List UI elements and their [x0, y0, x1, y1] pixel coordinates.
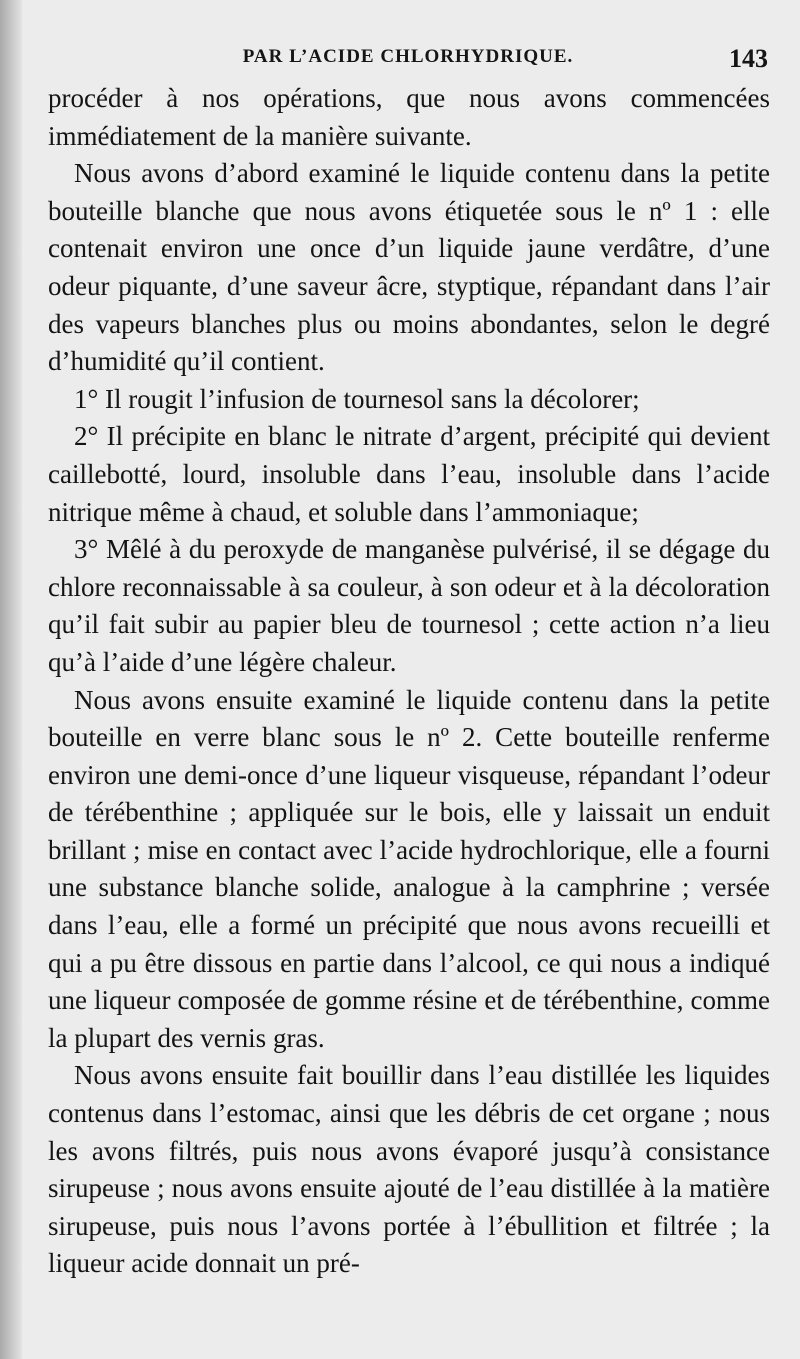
page-number: 143 [729, 44, 768, 73]
binding-shadow [0, 0, 22, 1359]
paragraph-item-2: 2° Il précipite en blanc le nitrate d’argent, précipité qui devient caillebotté, lourd, insoluble dans l’eau, insoluble dans l’acide nitrique même à chaud, et soluble dans l’ammoniaque; [48, 421, 770, 527]
paragraph-item-1: 1° Il rougit l’infusion de tournesol sans la décolorer; [74, 383, 640, 414]
paragraph-continuation: procéder à nos opérations, que nous avons commencées immédiatement de la manière suivante. [48, 83, 770, 151]
paragraph: Nous avons ensuite examiné le liquide contenu dans la petite bouteille en verre blanc sous le nº 2. Cette bouteille renferme environ une demi-once d’une liqueur visqueuse, répandant l’odeur de térébenthine ; appliquée sur le bois, elle y laissait un enduit brillant ; mise en contact avec l’acide hydrochlorique, elle a fourni une substance blanche solide, analogue à la camphrine ; versée dans l’eau, elle a formé un précipité que nous avons recueilli et qui a pu être dissous en partie dans l’alcool, ce qui nous a indiqué une liqueur composée de gomme résine et de térébenthine, comme la plupart des vernis gras. [48, 684, 770, 1053]
paragraph-item-3: 3° Mêlé à du peroxyde de manganèse pulvérisé, il se dégage du chlore reconnaissable à sa couleur, à son odeur et à la décoloration qu’il fait subir au papier bleu de tournesol ; cette action n’a lieu qu’à l’aide d’une légère chaleur. [48, 534, 770, 677]
running-title: PAR L’ACIDE CHLORHYDRIQUE. [242, 46, 574, 67]
body-text [48, 80, 770, 1283]
paragraph: Nous avons d’abord examiné le liquide contenu dans la petite bouteille blanche que nous avons étiquetée sous le nº 1 : elle contenait environ une once d’un liquide jaune verdâtre, d’une odeur piquante, d’une saveur âcre, styptique, répandant dans l’air des vapeurs blanches plus ou moins abondantes, selon le degré d’humidité qu’il contient. [48, 158, 770, 377]
running-head [48, 44, 768, 74]
paragraph: Nous avons ensuite fait bouillir dans l’eau distillée les liquides contenus dans l’estomac, ainsi que les débris de cet organe ; nous les avons filtrés, puis nous avons évaporé jusqu’à consistance sirupeuse ; nous avons ensuite ajouté de l’eau distillée à la matière sirupeuse, puis nous l’avons portée à l’ébullition et filtrée ; la liqueur acide donnait un pré- [48, 1060, 770, 1279]
